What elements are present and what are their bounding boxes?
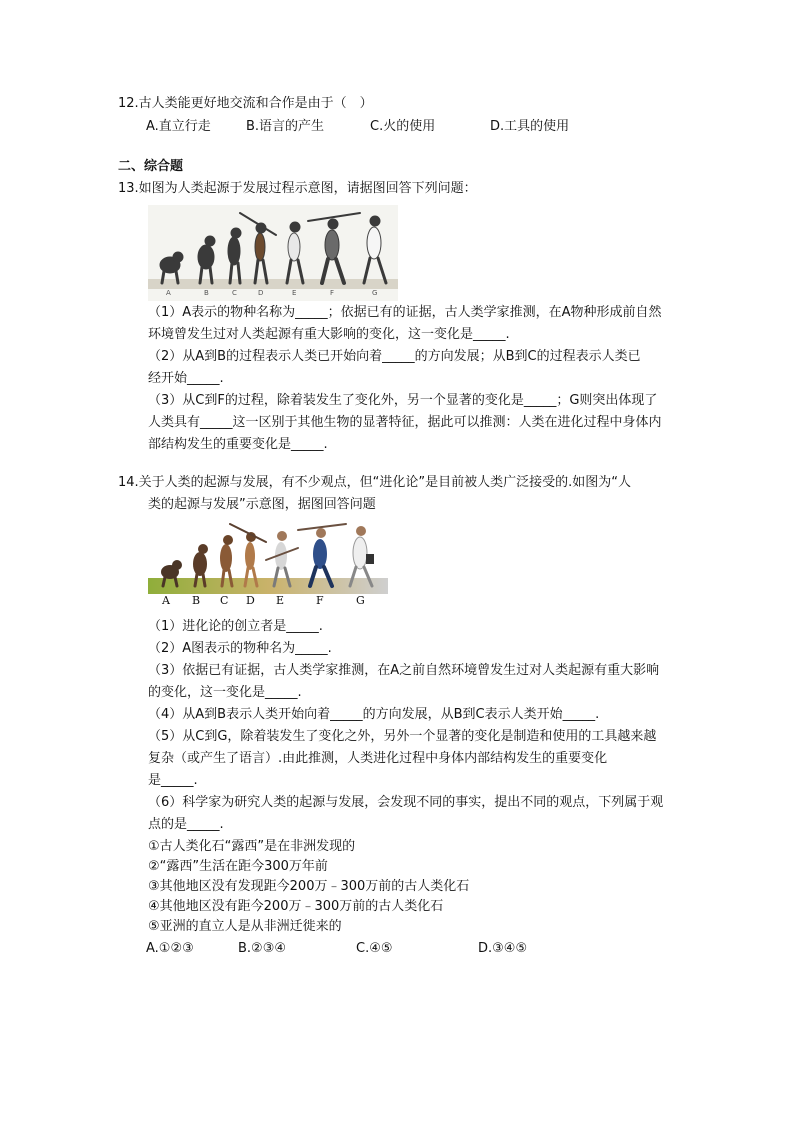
q13-figure-label-d: D: [258, 289, 264, 297]
q14-statement: ③其他地区没有发现距今200万﹣300万前的古人类化石: [148, 879, 470, 894]
q13-figure-label-c: C: [232, 289, 237, 297]
q13-figure-labels: [148, 289, 398, 301]
q14-evolution-figure: [148, 520, 388, 608]
q14-statement: ②“露西”生活在距今300万年前: [148, 859, 328, 874]
q14-statement: ④其他地区没有距今200万﹣300万前的古人类化石: [148, 899, 444, 914]
q13-figure-label-e: E: [292, 289, 297, 297]
q12-option-a: A.直立行走: [146, 119, 211, 134]
q14-figure-label-a: A: [162, 594, 170, 607]
q14-figure-label-g: G: [356, 594, 365, 607]
q13-line: 部结构发生的重要变化是_____.: [148, 437, 328, 452]
q12-option-b: B.语言的产生: [246, 119, 325, 134]
q14-line: （5）从C到G，除着装发生了变化之外，另外一个显著的变化是制造和使用的工具越来越: [148, 729, 657, 744]
q14-figure-label-d: D: [246, 594, 255, 607]
q14-option-c: C.④⑤: [356, 941, 393, 956]
section-title: 二、综合题: [118, 159, 184, 174]
q13-line: （2）从A到B的过程表示人类已开始向着_____的方向发展；从B到C的过程表示人类已: [148, 349, 641, 364]
q14-line: 点的是_____.: [148, 817, 224, 832]
q14-figure-labels: [148, 594, 388, 608]
q12-option-c: C.火的使用: [370, 119, 436, 134]
q13-figure-label-f: F: [330, 289, 335, 297]
q13-line: 环境曾发生过对人类起源有重大影响的变化，这一变化是_____.: [148, 327, 510, 342]
q14-line: 的变化，这一变化是_____.: [148, 685, 302, 700]
q14-stem-line2: 类的起源与发展”示意图，据图回答问题: [148, 497, 376, 512]
q14-figure-label-c: C: [220, 594, 229, 607]
q14-statement: ①古人类化石“露西”是在非洲发现的: [148, 839, 356, 854]
q14-option-d: D.③④⑤: [478, 941, 528, 956]
q14-line: （1）进化论的创立者是_____.: [148, 619, 323, 634]
q14-line: （4）从A到B表示人类开始向着_____的方向发展，从B到C表示人类开始_____.: [148, 707, 600, 722]
q13-stem: 13.如图为人类起源于发展过程示意图，请据图回答下列问题：: [118, 181, 477, 196]
q14-statement: ⑤亚洲的直立人是从非洲迁徙来的: [148, 919, 342, 934]
q12-option-d: D.工具的使用: [490, 119, 570, 134]
q14-line: （3）依据已有证据，古人类学家推测，在A之前自然环境曾发生过对人类起源有重大影响: [148, 663, 660, 678]
q14-stem-line1: 14.关于人类的起源与发展，有不少观点，但“进化论”是目前被人类广泛接受的.如图为“人: [118, 475, 632, 490]
q13-evolution-figure: [148, 205, 398, 301]
q14-line: （2）A图表示的物种名为_____.: [148, 641, 332, 656]
q13-line: （1）A表示的物种名称为_____；依据已有的证据，古人类学家推测，在A物种形成前自然: [148, 305, 662, 320]
q12-stem: 12.古人类能更好地交流和合作是由于（ ）: [118, 96, 373, 111]
q13-figure-label-a: A: [166, 289, 171, 297]
q13-line: 人类具有_____这一区别于其他生物的显著特征，据此可以推测：人类在进化过程中身体内: [148, 415, 662, 430]
q13-line: （3）从C到F的过程，除着装发生了变化外，另一个显著的变化是_____；G则突出体现了: [148, 393, 658, 408]
q14-option-b: B.②③④: [238, 941, 287, 956]
q14-figure-label-e: E: [276, 594, 285, 607]
q13-line: 经开始_____.: [148, 371, 224, 386]
q14-option-a: A.①②③: [146, 941, 194, 956]
q14-figure-label-b: B: [192, 594, 201, 607]
q14-line: 是_____.: [148, 773, 198, 788]
q14-line: （6）科学家为研究人类的起源与发展，会发现不同的事实，提出不同的观点，下列属于观: [148, 795, 664, 810]
q14-line: 复杂（或产生了语言）.由此推测，人类进化过程中身体内部结构发生的重要变化: [148, 751, 608, 766]
q13-figure-label-g: G: [372, 289, 378, 297]
q13-figure-label-b: B: [204, 289, 209, 297]
q14-figure-label-f: F: [316, 594, 324, 607]
